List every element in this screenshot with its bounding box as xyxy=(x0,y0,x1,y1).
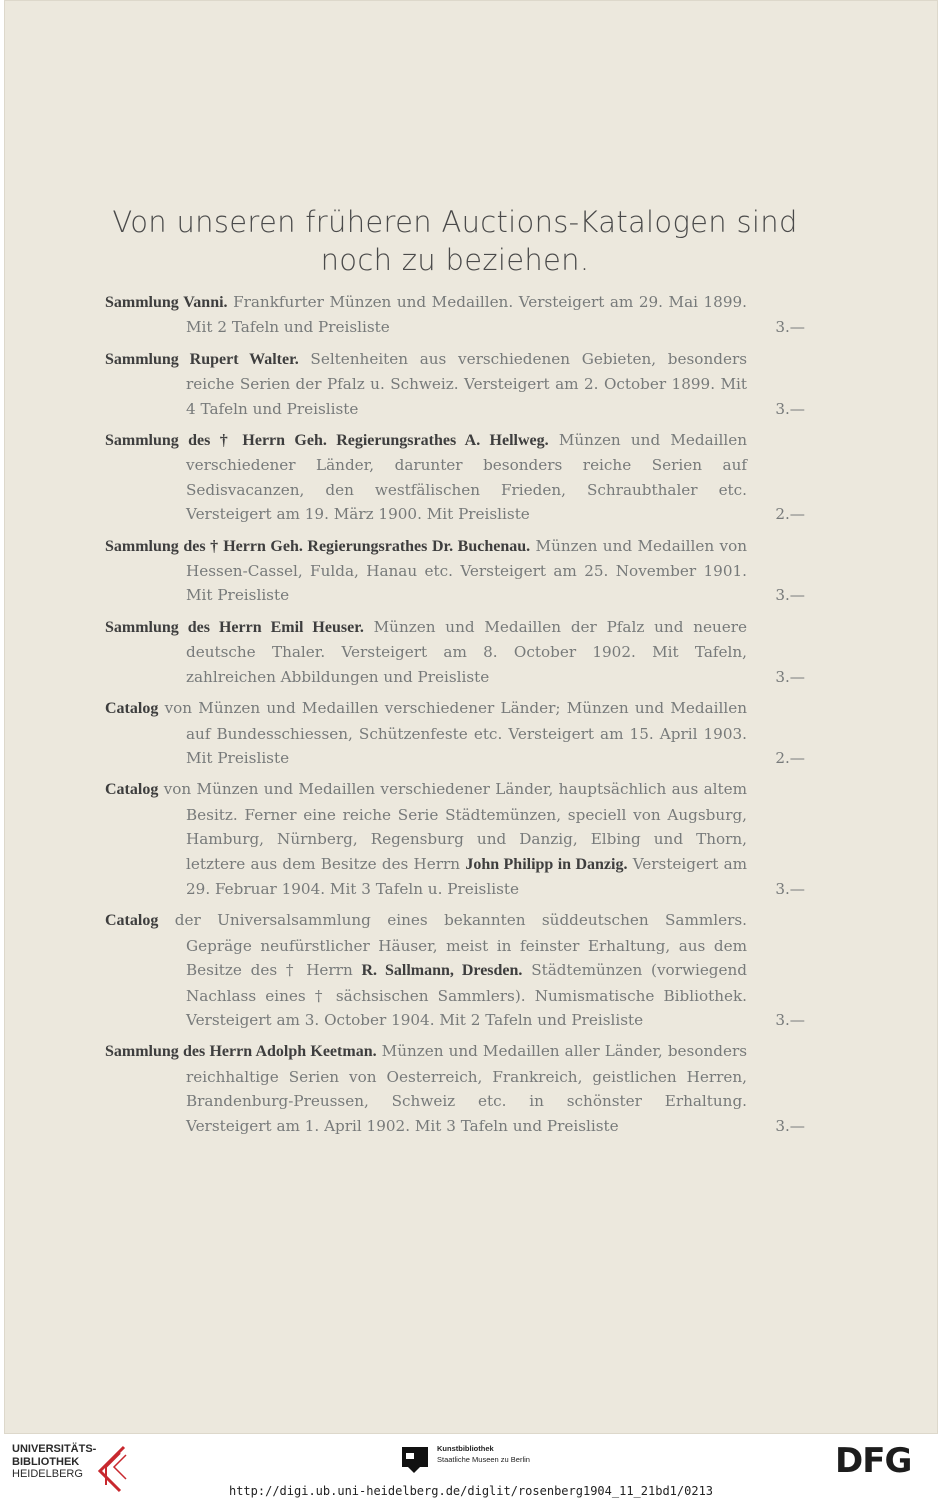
entry-price: 3.— xyxy=(775,318,805,337)
kunstbibliothek-mark-icon xyxy=(400,1445,430,1473)
entry-heading: Sammlung des Herrn Emil Heuser. xyxy=(105,618,364,636)
entry-heading: Catalog xyxy=(105,700,159,718)
entry-text: Seltenheiten aus verschiedenen Gebieten, besonders reiche Serien der Pfalz u. Schweiz. Versteigert am 2. October 1899. Mit 4 Tafeln und Preisliste xyxy=(186,349,747,418)
entry-text: Münzen und Medaillen aller Länder, besonders reichhaltige Serien von Oesterreich, Frankreich, geistlichen Herren, Brandenburg-Preussen, Schweiz etc. in schönster Erhaltung. Versteigert am 1. April 1902. Mit 3 Tafeln und Preisliste xyxy=(186,1042,748,1135)
entry-heading: Catalog xyxy=(105,912,159,930)
catalog-entry xyxy=(105,534,805,608)
catalog-entry xyxy=(105,428,805,527)
catalog-entry xyxy=(105,615,805,689)
entry-price: 3.— xyxy=(775,879,805,898)
catalog-entry xyxy=(105,908,805,1032)
viewer-footer xyxy=(0,1434,942,1501)
entry-heading: Sammlung Vanni. xyxy=(105,294,228,311)
entry-text-continued: Städtemünzen (vorwiegend Nachlass eines † sächsischen Sammlers). Numismatische Bibliothek. Versteigert am 3. October 1904. Mit 2 Tafeln und Preisliste xyxy=(186,961,748,1029)
title-line-1: Von unseren früheren Auctions-Katalogen sind xyxy=(112,205,798,239)
catalog-entry xyxy=(105,290,805,340)
entry-price: 3.— xyxy=(775,586,805,605)
entry-text-continued: Versteigert am 29. Februar 1904. Mit 3 Tafeln u. Preisliste xyxy=(186,854,748,898)
entry-text: Münzen und Medaillen von Hessen-Cassel, Fulda, Hanau etc. Versteigert am 25. November 1901. Mit Preisliste xyxy=(186,536,748,605)
entry-price: 3.— xyxy=(775,667,805,686)
entry-price: 2.— xyxy=(775,748,805,767)
catalog-entry xyxy=(105,777,805,901)
title-line-2: noch zu beziehen. xyxy=(320,243,590,277)
entry-heading: Sammlung des Herrn Adolph Keetman. xyxy=(105,1043,377,1061)
entry-price: 2.— xyxy=(775,505,805,524)
kunstbibliothek-logo[interactable] xyxy=(400,1443,560,1479)
permalink-url[interactable]: http://digi.ub.uni-heidelberg.de/diglit/rosenberg1904_11_21bd1/0213 xyxy=(228,1484,714,1498)
university-library-name: UNIVERSITÄTS- BIBLIOTHEK HEIDELBERG xyxy=(12,1443,97,1480)
entry-heading: Sammlung des † Herrn Geh. Regierungsrathes Dr. Buchenau. xyxy=(105,537,531,555)
entry-text: Münzen und Medaillen der Pfalz und neuere deutsche Thaler. Versteigert am 8. October 1902. Mit Tafeln, zahlreichen Abbildungen und Preisliste xyxy=(186,617,747,686)
scanned-page xyxy=(4,0,938,1434)
catalog-entry xyxy=(105,696,805,770)
entry-price: 3.— xyxy=(775,1116,805,1135)
page-title xyxy=(4,203,906,279)
dfg-logo[interactable]: DFG xyxy=(835,1441,912,1481)
catalog-entry xyxy=(105,347,805,421)
entry-price: 3.— xyxy=(775,1010,805,1029)
entry-price: 3.— xyxy=(775,399,805,418)
entry-text: Münzen und Medaillen verschiedener Länder, darunter besonders reiche Serien auf Sedisvacanzen, den westfälischen Frieden, Schraubthaler etc. Versteigert am 19. März 1900. Mit Preisliste xyxy=(186,431,748,524)
entry-text: von Münzen und Medaillen verschiedener Länder; Münzen und Medaillen auf Bundesschiessen, Schützenfeste etc. Versteigert am 15. April 1903. Mit Preisliste xyxy=(164,699,747,767)
entry-heading: Sammlung des † Herrn Geh. Regierungsrathes A. Hellweg. xyxy=(105,432,549,450)
entry-bold-name: John Philipp in Danzig. xyxy=(465,855,628,873)
entry-text: von Münzen und Medaillen verschiedener Länder, hauptsächlich aus altem Besitz. Ferner eine reiche Serie Städtemünzen, speciell von Augsburg, Hamburg, Nürnberg, Regensburg und Danzig, Elbing und Thorn, letztere aus dem Besitze des Herrn xyxy=(163,780,747,873)
entry-text: Frankfurter Münzen und Medaillen. Versteigert am 29. Mai 1899. Mit 2 Tafeln und Preisliste xyxy=(186,293,747,337)
entry-heading: Catalog xyxy=(105,781,159,799)
entry-heading: Sammlung Rupert Walter. xyxy=(105,350,299,368)
entry-bold-name: R. Sallmann, Dresden. xyxy=(361,962,523,980)
entry-text: der Universalsammlung eines bekannten süddeutschen Sammlers. Gepräge neufürstlicher Häuser, meist in feinster Erhaltung, aus dem Besitze des † Herrn xyxy=(174,911,748,980)
kunstbibliothek-name: Kunstbibliothek Staatliche Museen zu Berlin xyxy=(437,1444,530,1464)
catalog-list xyxy=(105,290,805,1145)
catalog-entry xyxy=(105,1039,805,1138)
